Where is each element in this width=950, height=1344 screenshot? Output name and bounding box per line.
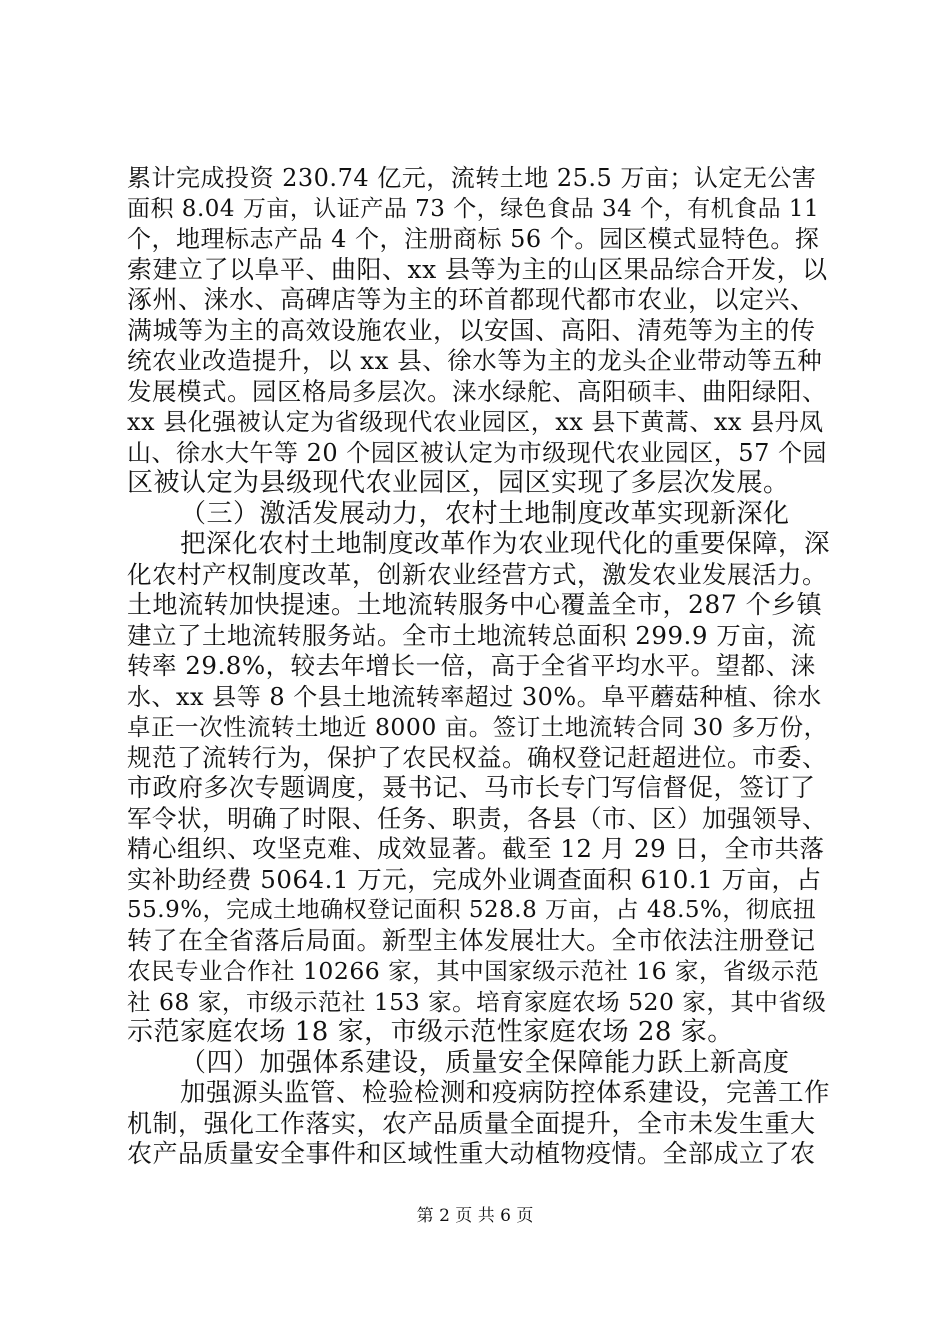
text-line: 卓正一次性流转土地近 8000 亩。签订土地流转合同 30 多万份， [127,713,828,741]
text-line: 山、徐水大午等 20 个园区被认定为市级现代农业园区，57 个园 [127,438,827,467]
text-line: 建立了土地流转服务站。全市土地流转总面积 299.9 万亩，流 [127,620,817,650]
text-line: 市政府多次专题调度，聂书记、马市长专门写信督促，签订了 [127,773,816,802]
text-line: 索建立了以阜平、曲阳、xx 县等为主的山区果品综合开发，以 [127,254,828,284]
text-line: 精心组织、攻坚克难、成效显著。截至 12 月 29 日，全市共落 [127,834,825,863]
text-line: 涿州、涞水、高碑店等为主的环首都现代都市农业，以定兴、 [127,285,816,314]
text-line: 社 68 家，市级示范社 153 家。培育家庭农场 520 家，其中省级 [127,987,827,1016]
text-line: xx 县化强被认定为省级现代农业园区，xx 县下黄蒿、xx 县丹凤 [127,408,824,436]
text-line: 统农业改造提升，以 xx 县、徐水等为主的龙头企业带动等五种 [127,346,823,375]
text-line: 军令状，明确了时限、任务、职责，各县（市、区）加强领导、 [127,803,827,833]
text-line: 实补助经费 5064.1 万元，完成外业调查面积 610.1 万亩，占 [127,864,822,894]
text-line: 累计完成投资 230.74 亿元，流转土地 25.5 万亩；认定无公害 [127,164,817,192]
text-line: 农产品质量安全事件和区域性重大动植物疫情。全部成立了农 [127,1139,816,1168]
text-line: 规范了流转行为，保护了农民权益。确权登记赶超进位。市委、 [127,742,827,772]
text-line: 个，地理标志产品 4 个，注册商标 56 个。园区模式显特色。探 [127,225,820,253]
text-line: 转率 29.8%，较去年增长一倍，高于全省平均水平。望都、涞 [127,651,816,680]
text-line: 农民专业合作社 10266 家，其中国家级示范社 16 家，省级示范 [127,957,820,985]
text-line: 满城等为主的高效设施农业，以安国、高阳、清苑等为主的传 [127,315,816,345]
text-line: 水、xx 县等 8 个县土地流转率超过 30%。阜平蘑菇种植、徐水 [127,682,822,711]
page-number-footer: 第 2 页 共 6 页 [416,1206,534,1226]
text-line: 面积 8.04 万亩，认证产品 73 个，绿色食品 34 个，有机食品 11 [127,195,820,222]
text-line: 转了在全省落后局面。新型主体发展壮大。全市依法注册登记 [127,925,816,955]
text-line: 55.9%，完成土地确权登记面积 528.8 万亩，占 48.5%，彻底扭 [127,897,817,923]
text-line: 发展模式。园区格局多层次。涞水绿舵、高阳硕丰、曲阳绿阳、 [127,376,827,406]
text-line: 区被认定为县级现代农业园区，园区实现了多层次发展。 [127,468,790,498]
text-line: 示范家庭农场 18 家，市级示范性家庭农场 28 家。 [127,1017,734,1047]
text-line: 机制，强化工作落实，农产品质量全面提升，全市未发生重大 [127,1108,816,1138]
section-heading: （三）激活发展动力，农村土地制度改革实现新深化 [180,498,790,529]
paragraph-first-line: 把深化农村土地制度改革作为农业现代化的重要保障，深 [180,529,831,559]
section-heading: （四）加强体系建设，质量安全保障能力跃上新高度 [180,1047,790,1078]
paragraph-first-line: 加强源头监管、检验检测和疫病防控体系建设，完善工作 [180,1078,831,1108]
text-line: 化农村产权制度改革，创新农业经营方式，激发农业发展活力。 [127,559,827,589]
text-line: 土地流转加快提速。土地流转服务中心覆盖全市，287 个乡镇 [127,590,823,619]
